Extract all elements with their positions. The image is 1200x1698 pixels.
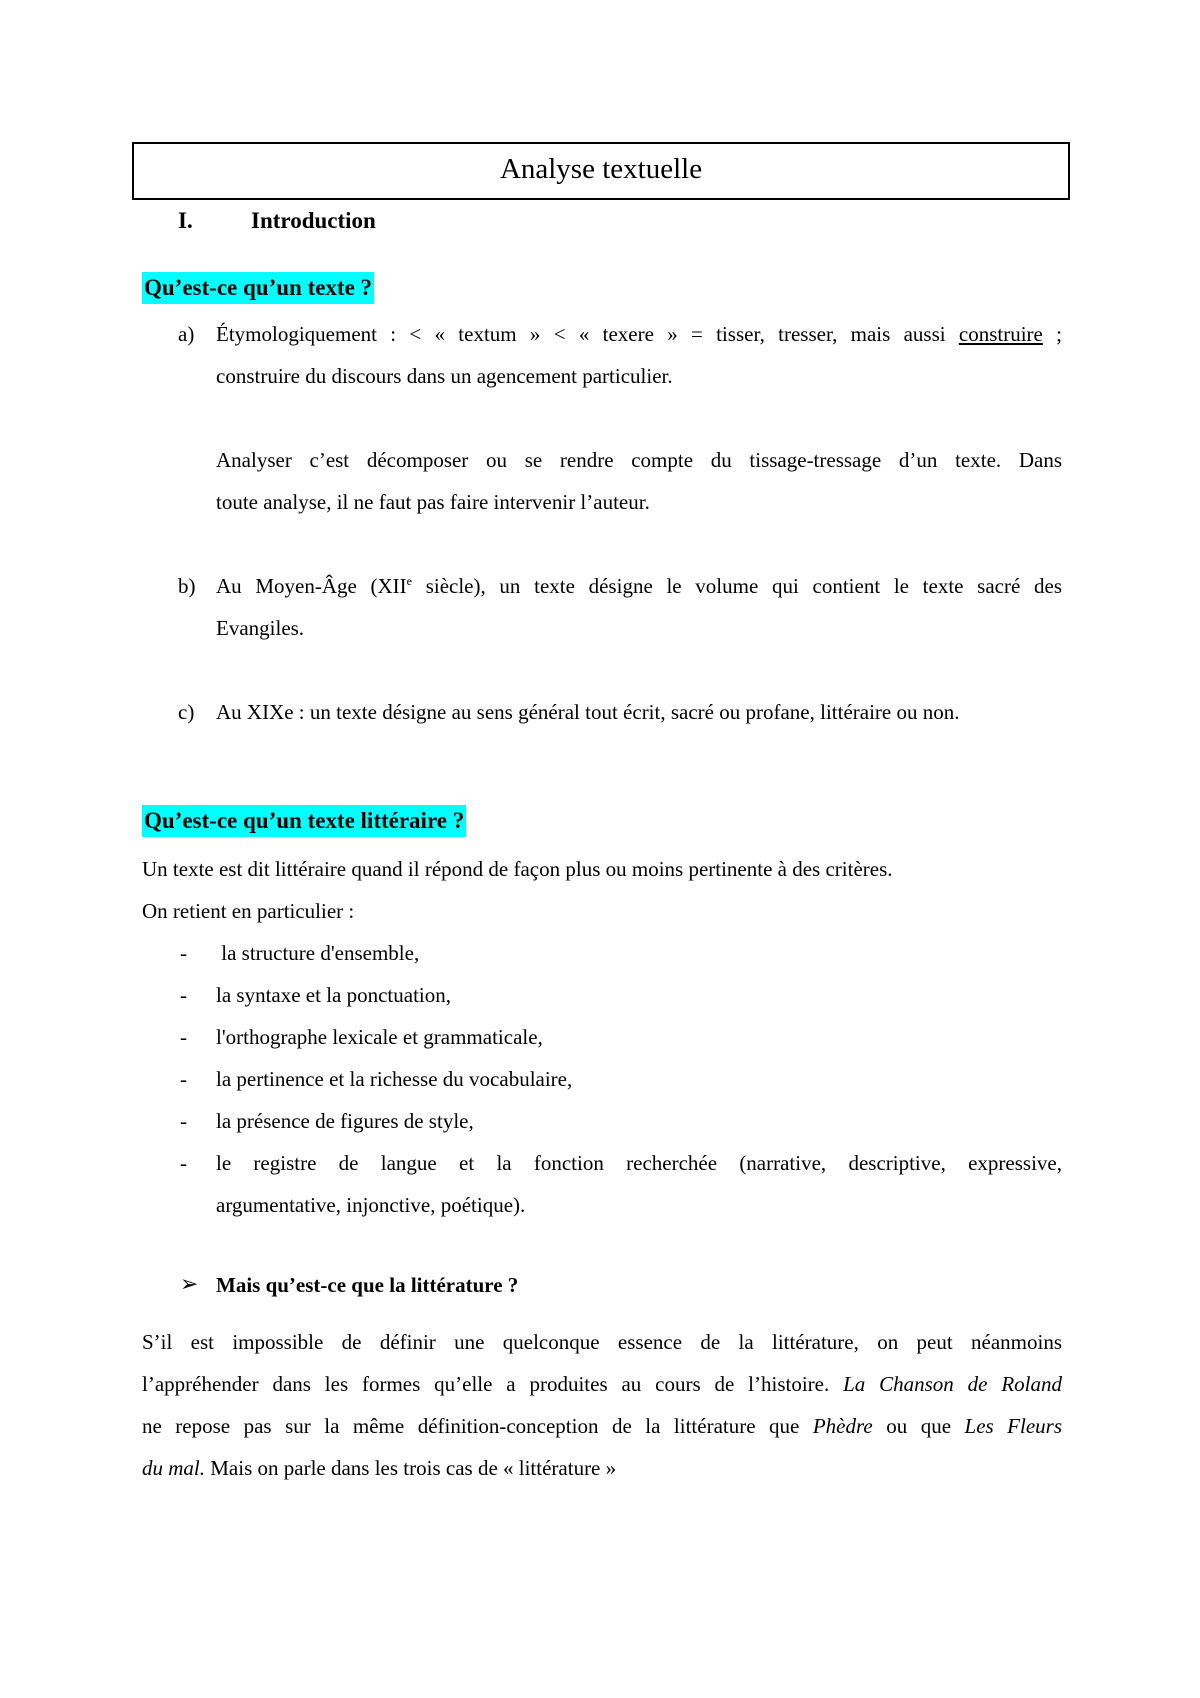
question-heading-texte-litteraire: Qu’est-ce qu’un texte littéraire ? <box>142 805 466 837</box>
paragraph-line-3 <box>142 1414 1062 1439</box>
bullet-item: la structure d'ensemble, <box>216 941 420 965</box>
paragraph-text: l’appréhender dans les formes qu’elle a produites au cours de l’histoire. <box>142 1372 844 1396</box>
item-a-line-2: construire du discours dans un agencement particulier. <box>216 364 673 388</box>
bullet-dash: - <box>180 1109 187 1133</box>
paragraph-text: ou que <box>872 1414 965 1438</box>
item-c-line-1: Au XIXe : un texte désigne au sens général tout écrit, sacré ou profane, littéraire ou non. <box>216 700 960 724</box>
list-marker-b: b) <box>178 574 196 598</box>
section-number: I. <box>178 208 193 233</box>
bullet-dash: - <box>180 1025 187 1049</box>
underlined-word-construire: construire <box>958 322 1043 346</box>
question-heading-texte: Qu’est-ce qu’un texte ? <box>142 272 374 304</box>
work-title-chanson-de-roland: La Chanson de Roland <box>843 1372 1062 1396</box>
work-title-du-mal: du mal. <box>142 1456 205 1480</box>
paragraph-text: ne repose pas sur la même définition-conception de la littérature que <box>142 1414 813 1438</box>
bullet-item: la présence de figures de style, <box>216 1109 474 1133</box>
bullet-item: la pertinence et la richesse du vocabulaire, <box>216 1067 573 1091</box>
list-marker-a: a) <box>178 322 195 346</box>
bullet-dash: - <box>180 1151 187 1175</box>
item-b-text-rest: siècle), un texte désigne le volume qui contient le texte sacré des <box>412 574 1062 598</box>
paragraph-line-4 <box>142 1456 616 1481</box>
bullet-item: l'orthographe lexicale et grammaticale, <box>216 1025 543 1049</box>
superscript-e: e <box>406 574 412 588</box>
arrow-bullet-icon: ➢ <box>180 1271 199 1296</box>
intro-line-2: On retient en particulier : <box>142 899 355 923</box>
work-title-les-fleurs: Les Fleurs <box>964 1414 1063 1438</box>
document-title: Analyse textuelle <box>132 142 1070 200</box>
analysis-paragraph-line-1: Analyser c’est décomposer ou se rendre compte du tissage-tressage d’un texte. Dans <box>216 448 1062 472</box>
item-a-text: Étymologiquement : < « textum » < « texere » = tisser, tresser, mais aussi <box>216 322 959 346</box>
intro-line-1: Un texte est dit littéraire quand il répond de façon plus ou moins pertinente à des critères. <box>142 857 893 881</box>
item-a-line-1 <box>216 322 1062 347</box>
analysis-paragraph-line-2: toute analyse, il ne faut pas faire intervenir l’auteur. <box>216 490 650 514</box>
list-marker-c: c) <box>178 700 195 724</box>
paragraph-text: Mais on parle dans les trois cas de « littérature » <box>205 1456 617 1480</box>
paragraph-line-2 <box>142 1372 1062 1397</box>
bullet-dash: - <box>180 983 187 1007</box>
item-b-line-2: Evangiles. <box>216 616 305 640</box>
work-title-phedre: Phèdre <box>812 1414 873 1438</box>
bullet-item-continuation: argumentative, injonctive, poétique). <box>216 1193 526 1217</box>
bullet-item: la syntaxe et la ponctuation, <box>216 983 452 1007</box>
bullet-dash: - <box>180 941 187 965</box>
item-a-punct: ; <box>1042 322 1062 346</box>
subheading-litterature: Mais qu’est-ce que la littérature ? <box>216 1273 519 1297</box>
item-b-line-1 <box>216 574 1062 599</box>
bullet-dash: - <box>180 1067 187 1091</box>
section-title: Introduction <box>251 208 376 233</box>
paragraph-line-1: S’il est impossible de définir une quelconque essence de la littérature, on peut néanmoins <box>142 1330 1062 1354</box>
bullet-item: le registre de langue et la fonction recherchée (narrative, descriptive, expressive, <box>216 1151 1062 1175</box>
item-b-text: Au Moyen-Âge (XII <box>216 574 407 598</box>
